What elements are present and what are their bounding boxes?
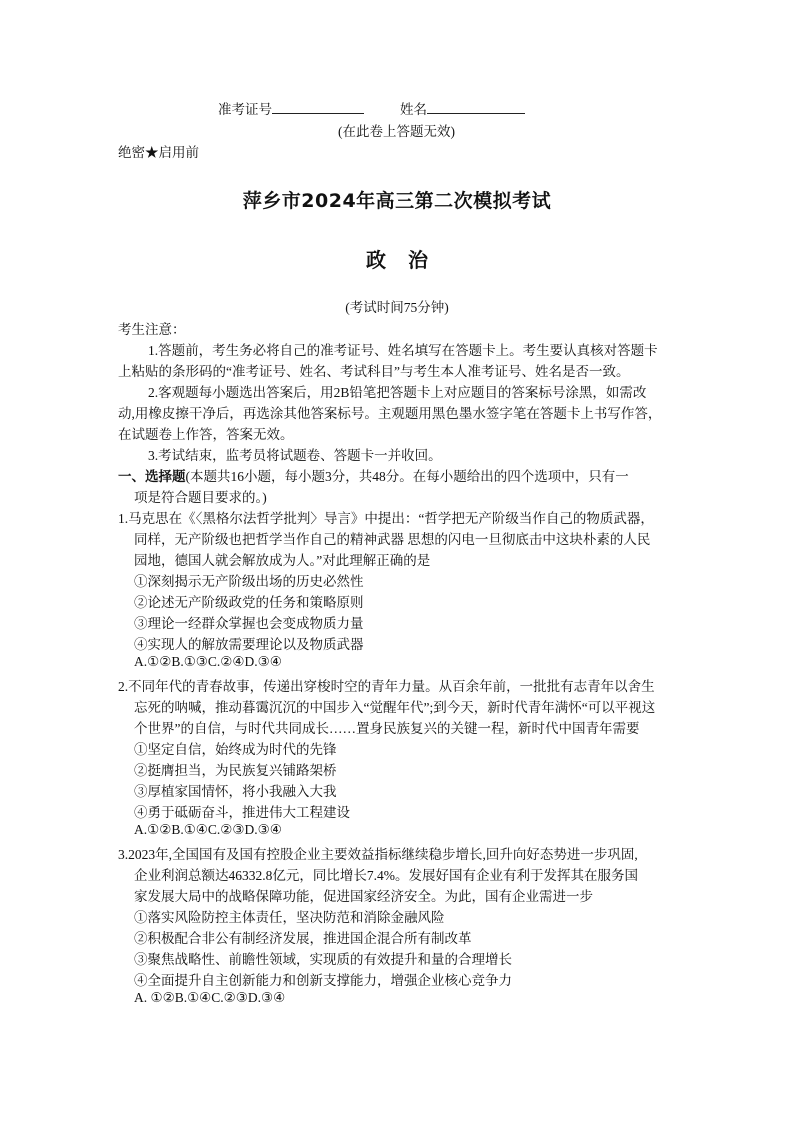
subject-title: 政治 xyxy=(366,248,450,272)
question-option: ③厚植家国情怀，将小我融入大我 xyxy=(134,784,337,799)
question-stem: 企业利润总额达46332.8亿元，同比增长7.4%。发展好国有企业有利于发挥其在服务国 xyxy=(134,868,638,883)
note-line: 动,用橡皮擦干净后，再选涂其他答案标号。主观题用黑色墨水签字笔在答题卡上书写作答， xyxy=(118,406,662,421)
notes-heading: 考生注意： xyxy=(118,322,186,337)
section-label: 一、选择题 xyxy=(118,469,186,484)
question-option: ④勇于砥砺奋斗，推进伟大工程建设 xyxy=(134,805,350,820)
question-stem: 1.马克思在《〈黑格尔法哲学批判〉导言》中提出：“哲学把无产阶级当作自己的物质武器， xyxy=(118,511,654,526)
question-option: ①深刻揭示无产阶级出场的历史必然性 xyxy=(134,574,364,589)
section-header xyxy=(118,465,629,485)
question-option: ④实现人的解放需要理论以及物质武器 xyxy=(134,637,364,652)
question-choices: A.①②B.①③C.②④D.③④ xyxy=(134,654,282,669)
name-field xyxy=(400,98,525,118)
invalid-note: (在此卷上答题无效) xyxy=(338,124,455,139)
question-stem: 3.2023年,全国国有及国有控股企业主要效益指标继续稳步增长,回升向好态势进一步巩固, xyxy=(118,847,638,862)
section-text-2: 项是符合题目要求的。) xyxy=(134,490,267,505)
note-line: 在试题卷上作答，答案无效。 xyxy=(118,427,294,442)
question-option: ④全面提升自主创新能力和创新支撑能力，增强企业核心竞争力 xyxy=(134,973,512,988)
question-option: ②挺膺担当，为民族复兴铺路架桥 xyxy=(134,763,337,778)
question-option: ③聚焦战略性、前瞻性领域，实现质的有效提升和量的合理增长 xyxy=(134,952,512,967)
name-label: 姓名 xyxy=(400,102,427,117)
note-line: 2.客观题每小题选出答案后，用2B铅笔把答题卡上对应题目的答案标号涂黑，如需改 xyxy=(148,385,647,400)
section-text: (本题共16小题，每小题3分，共48分。在每小题给出的四个选项中，只有一 xyxy=(185,469,629,484)
question-option: ②论述无产阶级政党的任务和策略原则 xyxy=(134,595,364,610)
exam-id-blank xyxy=(272,101,364,114)
question-stem: 园地，德国人就会解放成为人。”对此理解正确的是 xyxy=(134,553,431,568)
question-stem: 同样，无产阶级也把哲学当作自己的精神武器 思想的闪电一旦彻底击中这块朴素的人民 xyxy=(134,532,651,547)
question-stem: 忘死的呐喊，推动暮霭沉沉的中国步入“觉醒年代”;到今天，新时代青年满怀“可以平视这 xyxy=(134,700,656,715)
note-line: 1.答题前，考生务必将自己的准考证号、姓名填写在答题卡上。考生要认真核对答题卡 xyxy=(148,343,658,358)
question-option: ①坚定自信，始终成为时代的先锋 xyxy=(134,742,337,757)
question-choices: A. ①②B.①④C.②③D.③④ xyxy=(134,990,286,1005)
question-option: ③理论一经群众掌握也会变成物质力量 xyxy=(134,616,364,631)
name-blank xyxy=(427,101,525,114)
exam-title: 萍乡市2024年高三第二次模拟考试 xyxy=(242,190,552,212)
exam-id-label: 准考证号 xyxy=(218,102,272,117)
question-choices: A.①②B.①④C.②③D.③④ xyxy=(134,822,282,837)
note-line: 3.考试结束，监考员将试题卷、答题卡一并收回。 xyxy=(148,448,442,463)
question-option: ①落实风险防控主体责任，坚决防范和消除金融风险 xyxy=(134,910,445,925)
question-stem: 家发展大局中的战略保障功能，促进国家经济安全。为此，国有企业需进一步 xyxy=(134,889,593,904)
secret-mark: 绝密★启用前 xyxy=(118,145,199,160)
exam-id-field xyxy=(218,98,364,118)
question-stem: 2.不同年代的青春故事，传递出穿梭时空的青年力量。从百余年前，一批批有志青年以舍生 xyxy=(118,679,655,694)
question-option: ②积极配合非公有制经济发展，推进国企混合所有制改革 xyxy=(134,931,472,946)
exam-duration: (考试时间75分钟) xyxy=(345,300,449,315)
question-stem: 个世界”的自信，与时代共同成长……置身民族复兴的关键一程，新时代中国青年需要 xyxy=(134,721,640,736)
note-line: 上粘贴的条形码的“准考证号、姓名、考试科目”与考生本人准考证号、姓名是否一致。 xyxy=(118,364,630,379)
